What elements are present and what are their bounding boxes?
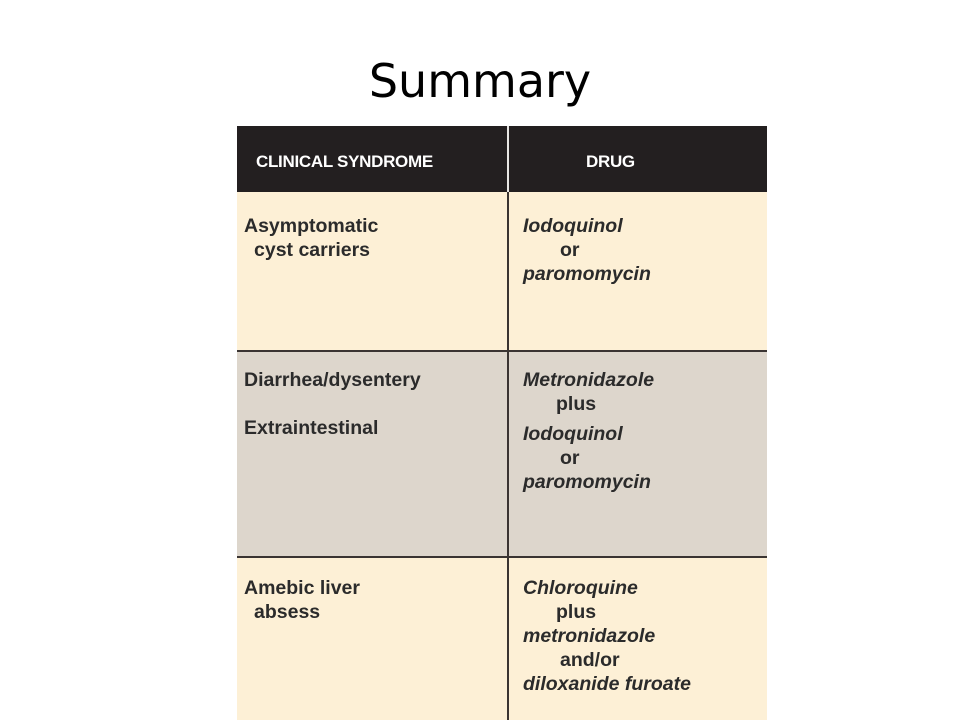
- column-divider: [507, 192, 509, 720]
- slide-title: Summary: [368, 54, 592, 108]
- drug-line: Iodoquinol: [523, 423, 623, 445]
- drug-line: Metronidazole: [523, 369, 655, 391]
- drug-line: paromomycin: [523, 471, 651, 493]
- header-clinical-syndrome: CLINICAL SYNDROME: [256, 152, 433, 171]
- header-drug: DRUG: [586, 152, 635, 171]
- syndrome-line: absess: [254, 601, 321, 623]
- row-divider: [237, 556, 767, 558]
- table-row: [237, 192, 767, 352]
- drug-line: paromomycin: [523, 263, 651, 285]
- drug-connector: or: [560, 239, 580, 261]
- syndrome-line: Asymptomatic: [244, 215, 379, 237]
- drug-line: Chloroquine: [523, 577, 638, 599]
- drug-connector: plus: [556, 393, 597, 415]
- syndrome-line: Diarrhea/dysentery: [244, 369, 421, 391]
- row-divider: [237, 350, 767, 352]
- table-row: [237, 352, 767, 558]
- drug-line: metronidazole: [523, 625, 656, 647]
- drug-connector: or: [560, 447, 580, 469]
- treatment-table: [237, 126, 767, 720]
- syndrome-line: Amebic liver: [244, 577, 360, 599]
- drug-line: diloxanide furoate: [523, 673, 691, 695]
- drug-line: Iodoquinol: [523, 215, 623, 237]
- syndrome-line: Extraintestinal: [244, 417, 379, 439]
- syndrome-line: cyst carriers: [254, 239, 371, 261]
- table-row: [237, 558, 767, 720]
- drug-connector: plus: [556, 601, 597, 623]
- drug-connector: and/or: [560, 649, 620, 671]
- header-divider: [507, 126, 509, 192]
- table-header: [237, 126, 767, 192]
